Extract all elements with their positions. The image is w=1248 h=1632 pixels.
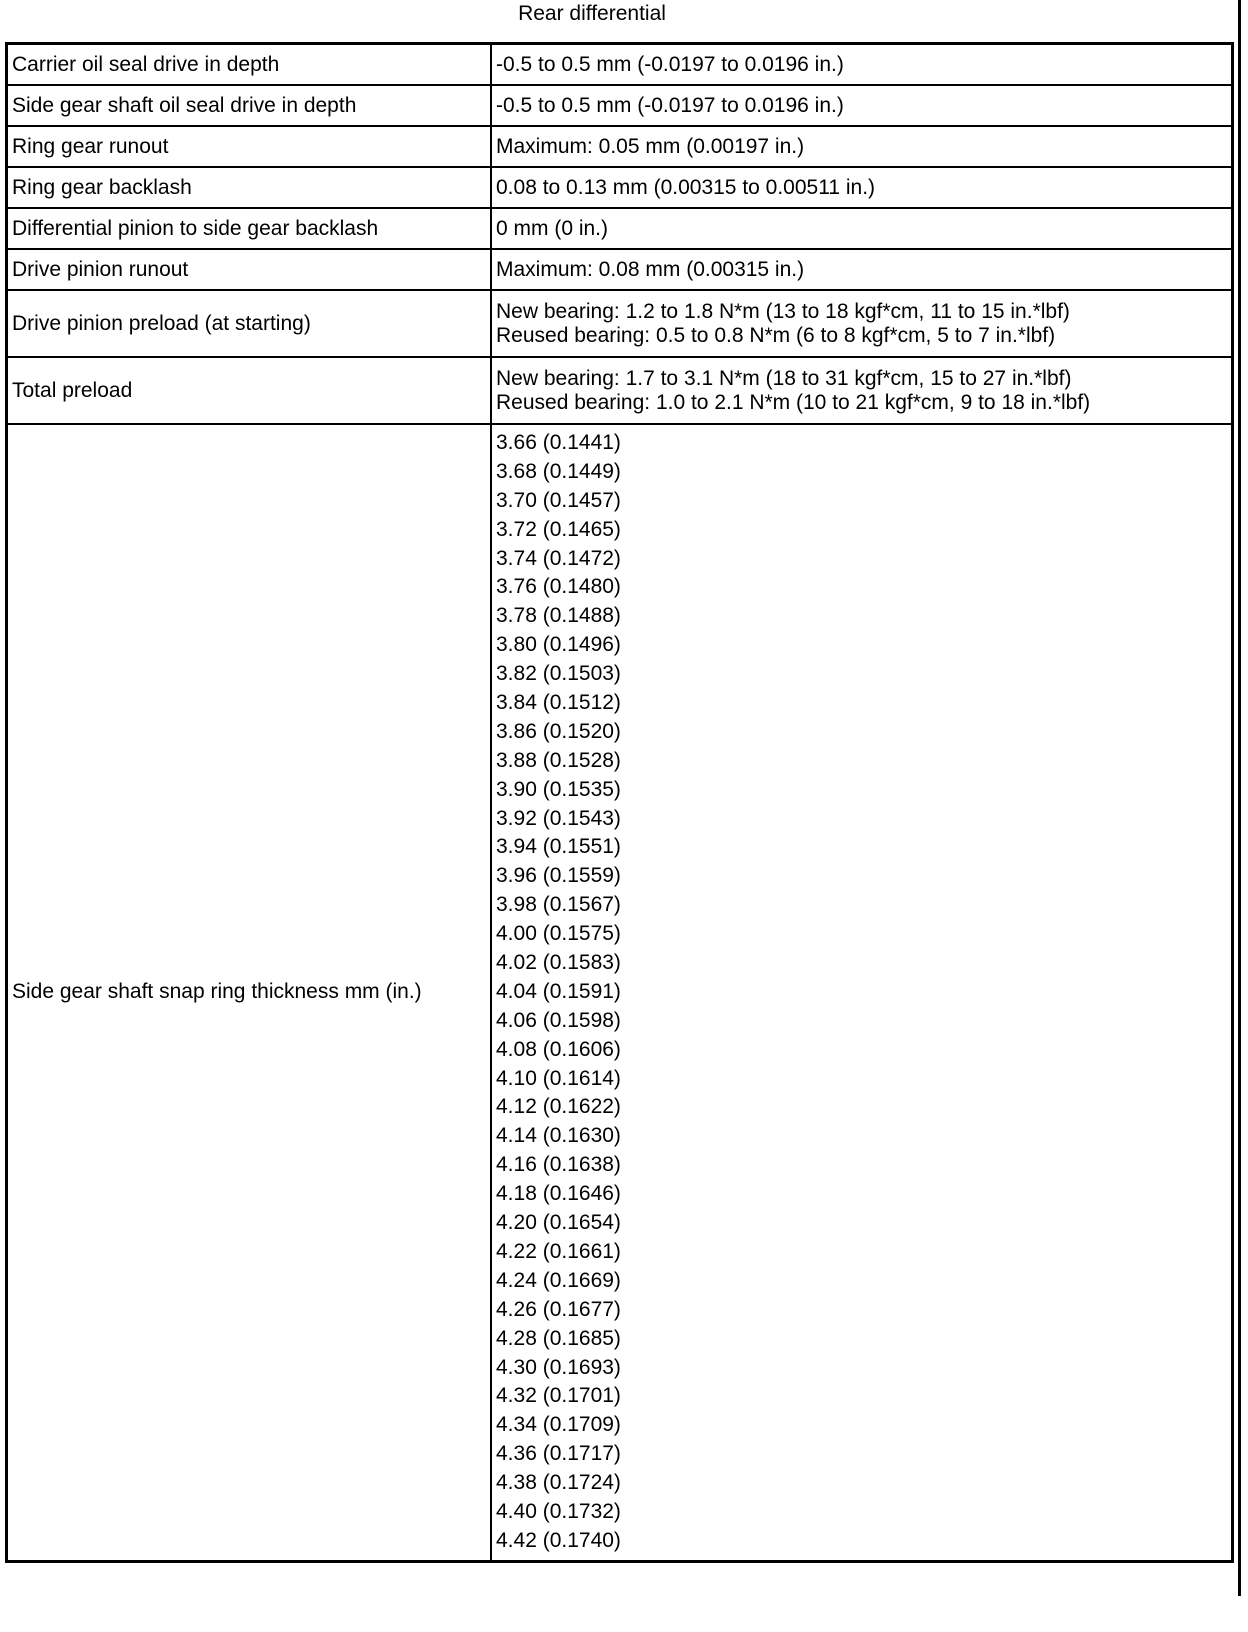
spec-label: Differential pinion to side gear backlash — [7, 208, 492, 249]
snap-ring-value: 3.88 (0.1528) — [496, 748, 621, 772]
spec-value — [491, 290, 1233, 357]
snap-ring-list — [491, 424, 1233, 1561]
spec-label: Carrier oil seal drive in depth — [7, 44, 492, 86]
snap-ring-value: 4.40 (0.1732) — [496, 1499, 621, 1523]
snap-ring-value: 4.38 (0.1724) — [496, 1471, 621, 1495]
table-row — [7, 167, 1233, 208]
spec-value — [491, 167, 1233, 208]
snap-ring-value: 3.82 (0.1503) — [496, 662, 621, 686]
spec-value-line: New bearing: 1.7 to 3.1 N*m (18 to 31 kgf*cm, 15 to 27 in.*lbf) — [496, 366, 1072, 390]
spec-label: Ring gear backlash — [7, 167, 492, 208]
table-row — [7, 357, 1233, 424]
snap-ring-value: 3.76 (0.1480) — [496, 575, 621, 599]
snap-ring-value: 3.94 (0.1551) — [496, 835, 621, 859]
snap-ring-value: 4.34 (0.1709) — [496, 1413, 621, 1437]
snap-ring-value: 4.02 (0.1583) — [496, 951, 621, 975]
spec-label: Ring gear runout — [7, 126, 492, 167]
spec-table — [5, 42, 1234, 1563]
snap-ring-value: 3.86 (0.1520) — [496, 719, 621, 743]
snap-ring-value: 3.80 (0.1496) — [496, 633, 621, 657]
spec-value-line: -0.5 to 0.5 mm (-0.0197 to 0.0196 in.) — [496, 93, 844, 117]
spec-label: Side gear shaft oil seal drive in depth — [7, 85, 492, 126]
spec-value — [491, 249, 1233, 290]
snap-ring-value: 4.30 (0.1693) — [496, 1355, 621, 1379]
snap-ring-value: 3.74 (0.1472) — [496, 546, 621, 570]
table-row — [7, 208, 1233, 249]
table-row-snap-ring — [7, 424, 1233, 1561]
spec-label: Drive pinion runout — [7, 249, 492, 290]
spec-value — [491, 85, 1233, 126]
snap-ring-value: 4.06 (0.1598) — [496, 1008, 621, 1032]
snap-ring-value: 4.10 (0.1614) — [496, 1066, 621, 1090]
snap-ring-value: 3.72 (0.1465) — [496, 517, 621, 541]
snap-ring-value: 4.18 (0.1646) — [496, 1182, 621, 1206]
snap-ring-value: 3.98 (0.1567) — [496, 893, 621, 917]
snap-ring-value: 4.08 (0.1606) — [496, 1037, 621, 1061]
spec-label: Side gear shaft snap ring thickness mm (in.) — [7, 424, 492, 1561]
snap-ring-value: 4.26 (0.1677) — [496, 1297, 621, 1321]
snap-ring-value: 4.24 (0.1669) — [496, 1268, 621, 1292]
spec-value — [491, 44, 1233, 86]
snap-ring-value: 4.16 (0.1638) — [496, 1153, 621, 1177]
snap-ring-value: 4.04 (0.1591) — [496, 979, 621, 1003]
snap-ring-value: 4.14 (0.1630) — [496, 1124, 621, 1148]
snap-ring-value: 4.20 (0.1654) — [496, 1211, 621, 1235]
snap-ring-value: 4.12 (0.1622) — [496, 1095, 621, 1119]
snap-ring-value: 3.68 (0.1449) — [496, 459, 621, 483]
table-row — [7, 290, 1233, 357]
snap-ring-value: 3.96 (0.1559) — [496, 864, 621, 888]
snap-ring-value: 3.92 (0.1543) — [496, 806, 621, 830]
spec-label: Drive pinion preload (at starting) — [7, 290, 492, 357]
table-row — [7, 44, 1233, 86]
spec-value-line: Maximum: 0.05 mm (0.00197 in.) — [496, 134, 805, 158]
snap-ring-value: 4.32 (0.1701) — [496, 1384, 621, 1408]
spec-value-line: Reused bearing: 1.0 to 2.1 N*m (10 to 21 kgf*cm, 9 to 18 in.*lbf) — [496, 390, 1091, 414]
snap-ring-value: 4.28 (0.1685) — [496, 1326, 621, 1350]
snap-ring-value: 3.84 (0.1512) — [496, 691, 621, 715]
spec-value-line: -0.5 to 0.5 mm (-0.0197 to 0.0196 in.) — [496, 52, 844, 76]
spec-value — [491, 208, 1233, 249]
spec-value-line: 0 mm (0 in.) — [496, 216, 609, 240]
table-row — [7, 126, 1233, 167]
spec-value — [491, 357, 1233, 424]
spec-value-line: 0.08 to 0.13 mm (0.00315 to 0.00511 in.) — [496, 175, 876, 199]
table-row — [7, 249, 1233, 290]
table-title: Rear differential — [518, 2, 666, 25]
snap-ring-value: 4.36 (0.1717) — [496, 1442, 621, 1466]
snap-ring-value: 3.66 (0.1441) — [496, 431, 621, 454]
spec-value — [491, 126, 1233, 167]
spec-label: Total preload — [7, 357, 492, 424]
snap-ring-value: 4.22 (0.1661) — [496, 1239, 621, 1263]
snap-ring-value: 3.78 (0.1488) — [496, 604, 621, 628]
page-border — [1238, 0, 1241, 1596]
spec-value-line: Reused bearing: 0.5 to 0.8 N*m (6 to 8 kgf*cm, 5 to 7 in.*lbf) — [496, 323, 1056, 347]
snap-ring-value: 4.00 (0.1575) — [496, 922, 621, 946]
snap-ring-value: 4.42 (0.1740) — [496, 1528, 621, 1552]
table-row — [7, 85, 1233, 126]
snap-ring-value: 3.90 (0.1535) — [496, 777, 621, 801]
spec-value-line: Maximum: 0.08 mm (0.00315 in.) — [496, 257, 805, 281]
snap-ring-value: 3.70 (0.1457) — [496, 488, 621, 512]
spec-value-line: New bearing: 1.2 to 1.8 N*m (13 to 18 kgf*cm, 11 to 15 in.*lbf) — [496, 299, 1070, 323]
